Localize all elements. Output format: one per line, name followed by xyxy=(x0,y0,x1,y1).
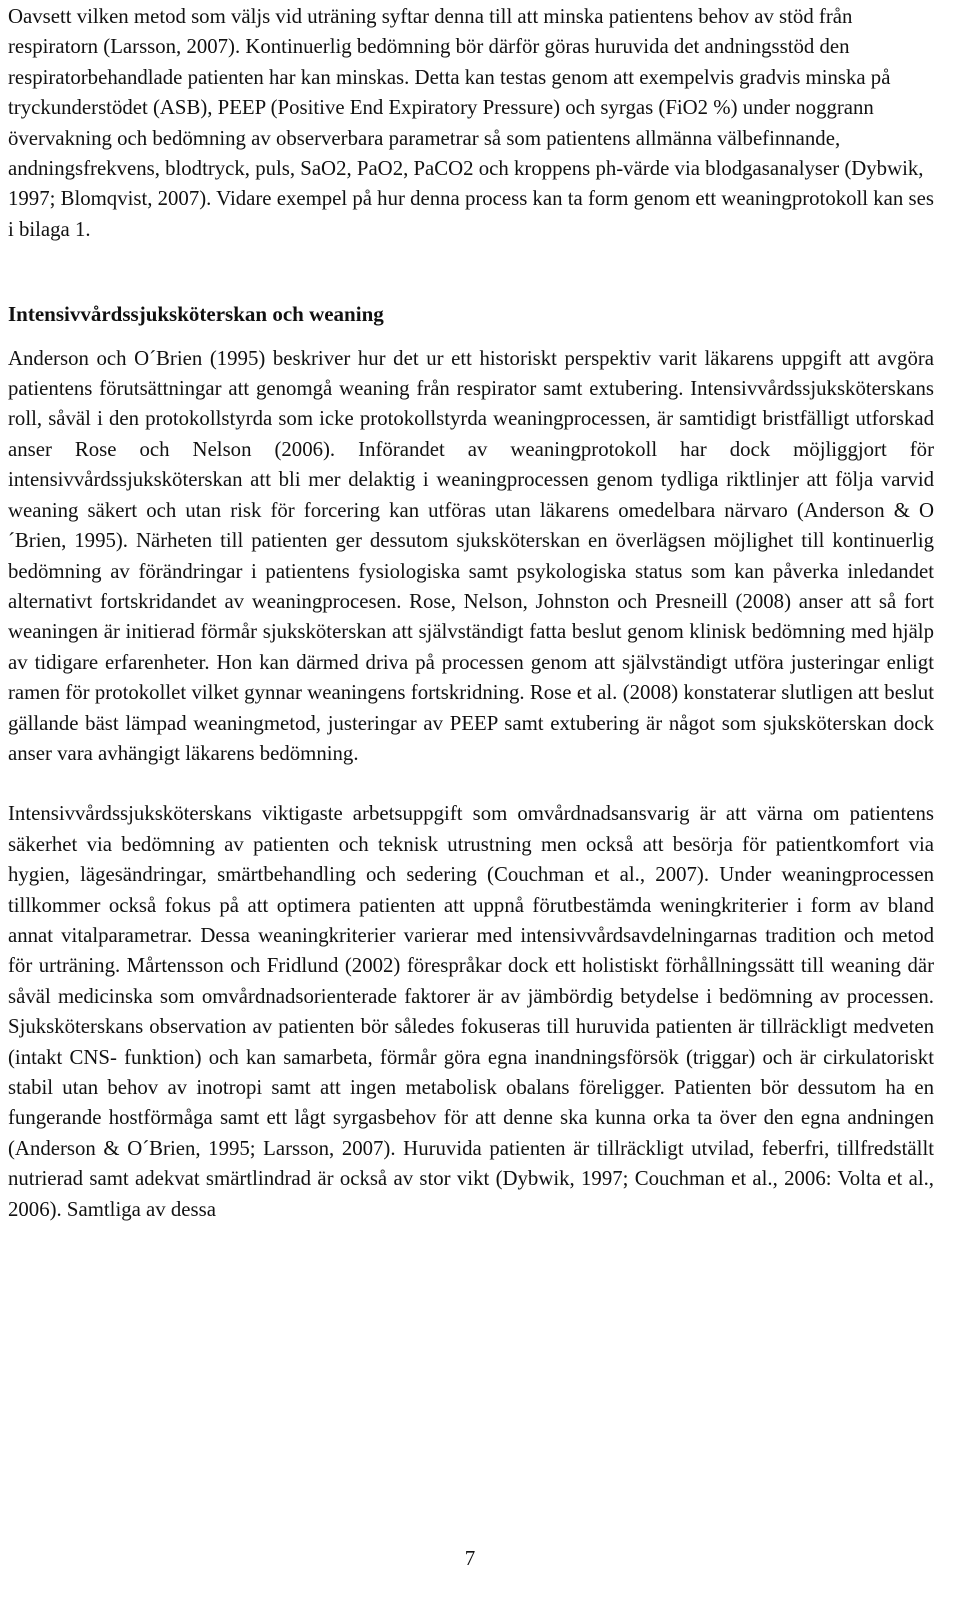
section-spacer xyxy=(8,245,934,299)
intro-paragraph: Oavsett vilken metod som väljs vid uträning syftar denna till att minska patientens behov av stöd från respiratorn (Larsson, 2007). Kontinuerlig bedömning bör därför göras huruvida det andningsstöd den respiratorbehandlade patienten har kan minskas. Detta kan testas genom att exempelvis gradvis minska på tryckunderstödet (ASB), PEEP (Positive End Expiratory Pressure) och syrgas (FiO2 %) under noggrann övervakning och bedömning av observerbara parametrar så som patientens allmänna välbefinnande, andningsfrekvens, blodtryck, puls, SaO2, PaO2, PaCO2 och kroppens ph-värde via blodgasanalyser (Dybwik, 1997; Blomqvist, 2007). Vidare exempel på hur denna process kan ta form genom ett weaningprotokoll kan ses i bilaga 1. xyxy=(8,5,934,241)
body-paragraph-1: Anderson och O´Brien (1995) beskriver hur det ur ett historiskt perspektiv varit läkarens uppgift att avgöra patientens förutsättningar att genomgå weaning från respirator samt extubering. Intensivvårdssjuksköterskans roll, såväl i den protokollstyrda som icke protokollstyrda weaningprocessen, är samtidigt bristfälligt utforskad anser Rose och Nelson (2006). Införandet av weaningprotokoll har dock möjliggjort för intensivvårdssjuksköterskan att bli mer delaktig i weaningprocessen genom tydliga riktlinjer att följa varvid weaning säkert och utan risk för forcering kan utföras utan läkarens omedelbara närvaro (Anderson & O´Brien, 1995). Närheten till patienten ger dessutom sjuksköterskan en överlägsen möjlighet till kontinuerlig bedömning av förändringar i patientens fysiologiska samt psykologiska status som kan påverka inledandet alternativt fortskridandet av weaningprocesen. Rose, Nelson, Johnston och Presneill (2008) anser att så fort weaningen är initierad förmår sjuksköterskan att självständigt fatta beslut genom klinisk bedömning med hjälp av tidigare erfarenheter. Hon kan därmed driva på processen genom att självständigt utföra justeringar enligt ramen för protokollet vilket gynnar weaningens fortskridning. Rose et al. (2008) konstaterar slutligen att beslut gällande bäst lämpad weaningmetod, justeringar av PEEP samt extubering är något som sjuksköterskan dock anser vara avhängigt läkarens bedömning. xyxy=(8,346,934,765)
body-paragraph-2: Intensivvårdssjuksköterskans viktigaste arbetsuppgift som omvårdnadsansvarig är att värna om patientens säkerhet via bedömning av patienten och teknisk utrustning men också att besörja för patientkomfort via hygien, lägesändringar, smärtbehandling och sedering (Couchman et al., 2007). Under weaningprocessen tillkommer också fokus på att optimera patienten att uppnå förutbestämda weningkriterier i form av bland annat vitalparametrar. Dessa weaningkriterier varierar med intensivvårdsavdelningarnas tradition och metod för urträning. Mårtensson och Fridlund (2002) förespråkar dock ett holistiskt förhållningssätt till weaning där såväl medicinska som omvårdnadsorienterade faktorer är av jämbördig betydelse i bedömning av processen. Sjuksköterskans observation av patienten bör således fokuseras till huruvida patienten är tillräckligt medveten (intakt CNS- funktion) och kan samarbeta, förmår göra egna inandningsförsök (triggar) och är cirkulatoriskt stabil utan behov av inotropi samt att ingen metabolisk obalans föreligger. Patienten bör dessutom ha en fungerande hostförmåga samt ett lågt syrgasbehov för att denne ska kunna orka ta över den egna andningen (Anderson & O´Brien, 1995; Larsson, 2007). Huruvida patienten är tillräckligt utvilad, feberfri, tillfredställt nutrierad samt adekvat smärtlindrad är också av stor vikt (Dybwik, 1997; Couchman et al., 2006: Volta et al., 2006). Samtliga av dessa xyxy=(8,802,934,1221)
paragraph-spacer xyxy=(8,769,934,799)
heading-spacer xyxy=(8,330,934,344)
section-heading: Intensivvårdssjuksköterskan och weaning xyxy=(8,302,384,327)
document-page xyxy=(8,2,934,1225)
page-number: 7 xyxy=(464,1546,476,1570)
